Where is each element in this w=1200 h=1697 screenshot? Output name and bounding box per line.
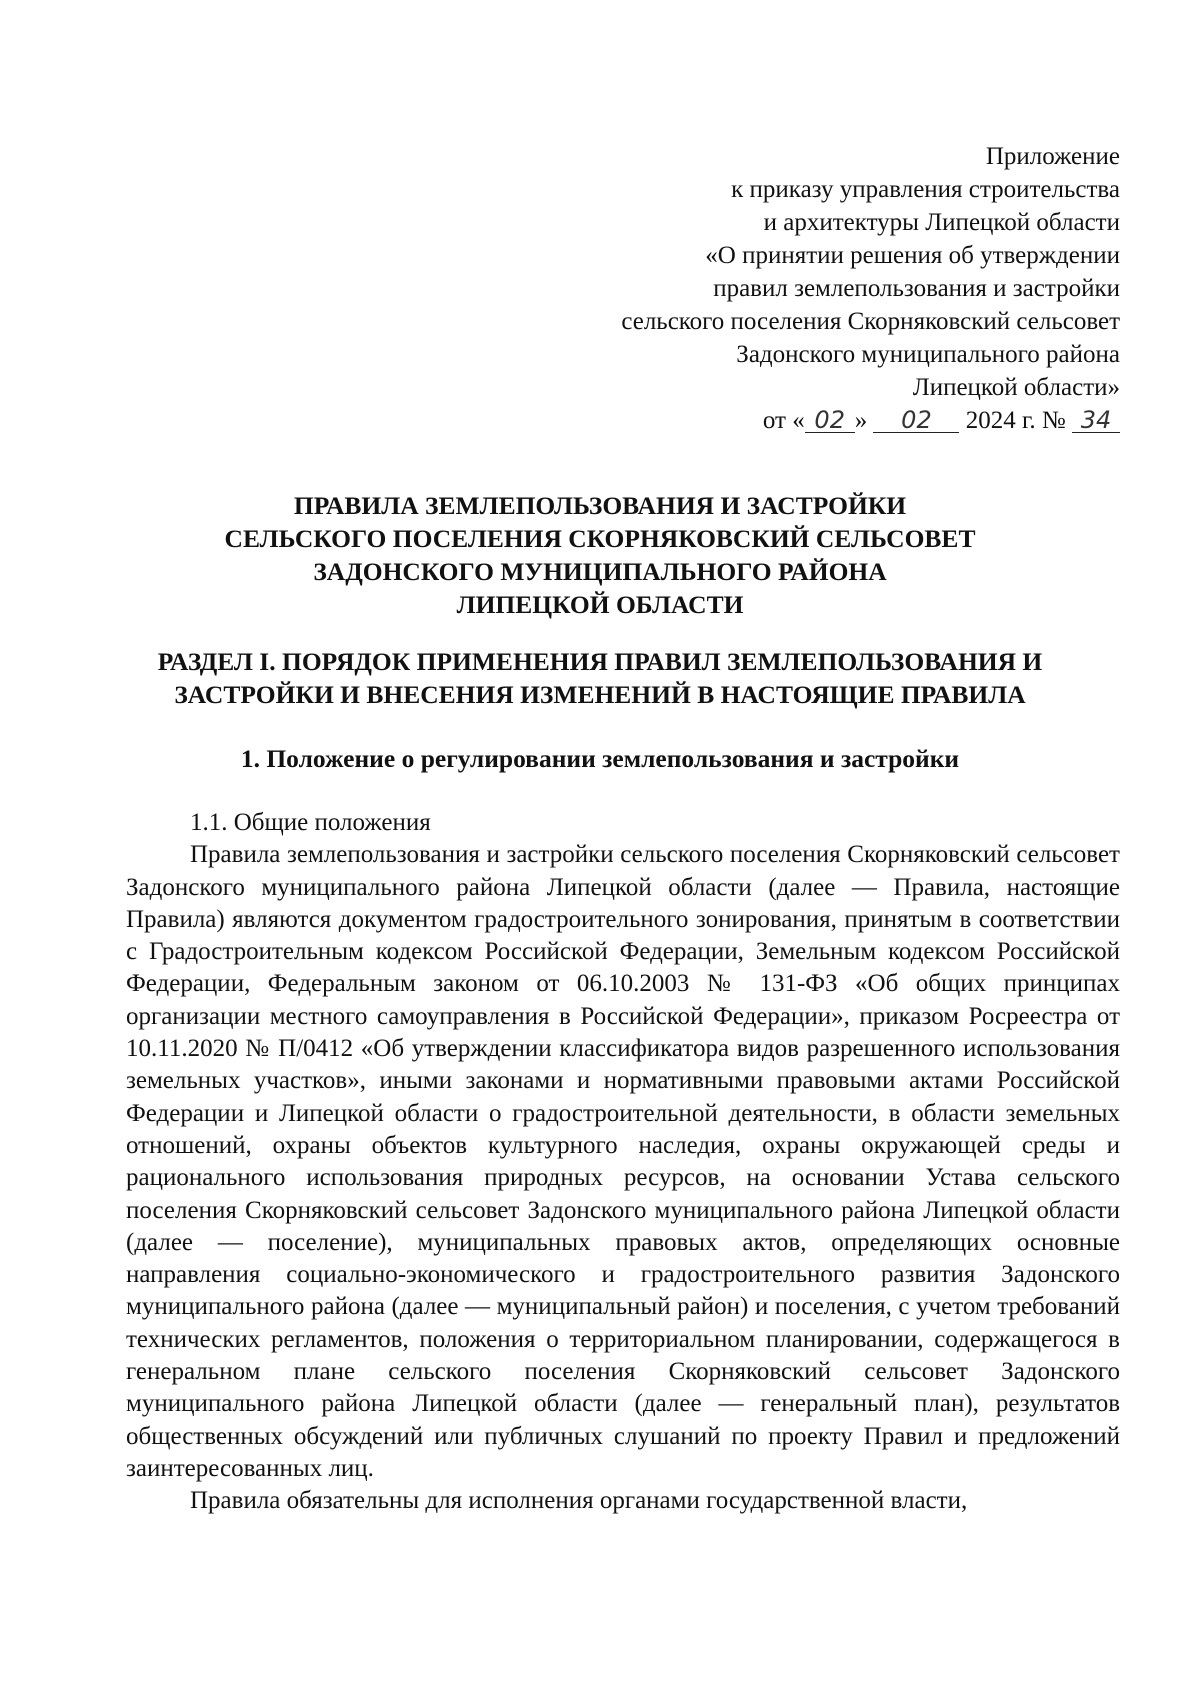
body-text <box>126 807 1120 1518</box>
subsection-title-text: 1. Положение о регулировании землепользования и застройки <box>240 744 960 773</box>
appendix-header <box>420 140 1120 437</box>
document-title-line: ЛИПЕЦКОЙ ОБЛАСТИ <box>456 590 744 619</box>
appendix-date-line <box>420 404 1120 437</box>
appendix-line: и архитектуры Липецкой области <box>763 209 1120 236</box>
subsection-title <box>90 742 1110 775</box>
appendix-line: Задонского муниципального района <box>736 341 1120 368</box>
date-mid: » <box>854 407 868 434</box>
section-title-line: РАЗДЕЛ I. ПОРЯДОК ПРИМЕНЕНИЯ ПРАВИЛ ЗЕМЛЕПОЛЬЗОВАНИЯ И <box>157 647 1043 676</box>
paragraph: Правила землепользования и застройки сельского поселения Скорняковский сельсовет Задонского муниципального района Липецкой области (далее — Правила, настоящие Правила) являются документом градостроительного зонирования, принятым в соответствии с Градостроительным кодексом Российской Федерации, Земельным кодексом Российской Федерации, Федеральным законом от 06.10.2003 № 131-ФЗ «Об общих принципах организации местного самоуправления в Российской Федерации», приказом Росреестра от 10.11.2020 № П/0412 «Об утверждении классификатора видов разрешенного использования земельных участков», иными законами и нормативными правовыми актами Российской Федерации и Липецкой области о градостроительной деятельности, в области земельных отношений, охраны объектов культурного наследия, охраны окружающей среды и рационального использования природных ресурсов, на основании Устава сельского поселения Скорняковский сельсовет Задонского муниципального района Липецкой области (далее — поселение), муниципальных правовых актов, определяющих основные направления социально-экономического и градостроительного развития Задонского муниципального района (далее — муниципальный район) и поселения, с учетом требований технических регламентов, положения о территориальном планировании, содержащегося в генеральном плане сельского поселения Скорняковский сельсовет Задонского муниципального района Липецкой области (далее — генеральный план), результатов общественных обсуждений или публичных слушаний по проекту Правил и предложений заинтересованных лиц. <box>126 841 1120 1482</box>
subsection-heading: 1.1. Общие положения <box>190 809 431 836</box>
document-title-line: ЗАДОНСКОГО МУНИЦИПАЛЬНОГО РАЙОНА <box>313 557 887 586</box>
date-year: 2024 г. № <box>965 407 1066 434</box>
handwritten-number: 34 <box>1072 408 1120 433</box>
appendix-line: правил землепользования и застройки <box>713 275 1120 302</box>
appendix-line: Липецкой области» <box>912 374 1120 401</box>
appendix-line: к приказу управления строительства <box>731 176 1120 203</box>
appendix-line: «О принятии решения об утверждении <box>705 242 1120 269</box>
section-title <box>90 645 1110 711</box>
document-title <box>90 489 1110 621</box>
document-title-line: ПРАВИЛА ЗЕМЛЕПОЛЬЗОВАНИЯ И ЗАСТРОЙКИ <box>293 491 907 520</box>
appendix-line: Приложение <box>985 143 1120 170</box>
handwritten-month: 02 <box>873 408 959 433</box>
handwritten-day: 02 <box>805 408 855 433</box>
appendix-line: сельского поселения Скорняковский сельсовет <box>621 308 1120 335</box>
section-title-line: ЗАСТРОЙКИ И ВНЕСЕНИЯ ИЗМЕНЕНИЙ В НАСТОЯЩИЕ ПРАВИЛА <box>174 680 1026 709</box>
document-title-line: СЕЛЬСКОГО ПОСЕЛЕНИЯ СКОРНЯКОВСКИЙ СЕЛЬСОВЕТ <box>224 524 976 553</box>
date-prefix: от « <box>762 407 805 434</box>
paragraph: Правила обязательны для исполнения органами государственной власти, <box>190 1487 968 1515</box>
